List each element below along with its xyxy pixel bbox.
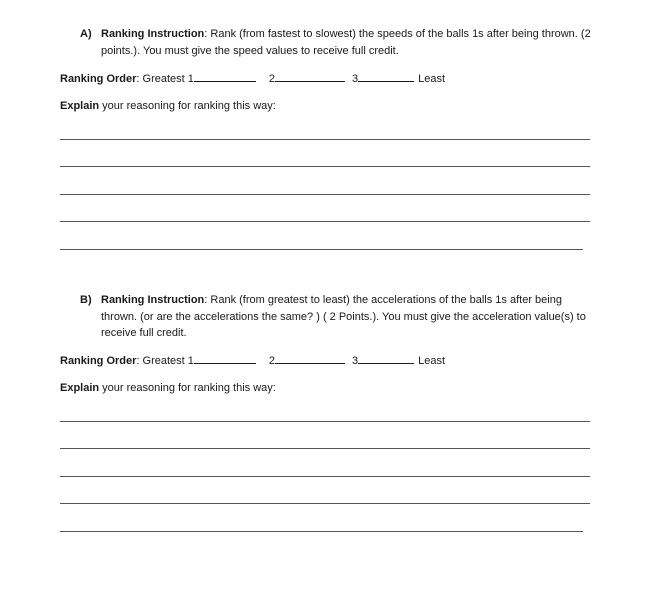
ranking-order-a-two: 2 xyxy=(268,73,276,85)
question-b-text xyxy=(101,292,600,342)
answer-line-a-1[interactable] xyxy=(60,139,590,140)
rank-b-3-blank[interactable] xyxy=(358,352,414,364)
question-a-text xyxy=(101,26,600,59)
question-b-letter: B) xyxy=(80,294,92,306)
explain-a-text: your reasoning for ranking this way: xyxy=(99,100,276,112)
explain-b-text: your reasoning for ranking this way: xyxy=(99,382,276,394)
ranking-order-b-two: 2 xyxy=(268,355,276,367)
question-a-instruction-text: : Rank (from fastest to slowest) the speeds of the balls 1s after being thrown. (2 points.). You must give the speed values to receive full credit. xyxy=(101,28,591,57)
rank-b-2-blank[interactable] xyxy=(275,352,345,364)
answer-line-b-2[interactable] xyxy=(60,448,590,449)
ranking-order-a-label: Ranking Order xyxy=(60,73,137,85)
ranking-order-b xyxy=(60,352,445,368)
ranking-order-a-three: 3 xyxy=(352,73,359,85)
explain-a-label: Explain xyxy=(60,100,100,112)
answer-line-a-3[interactable] xyxy=(60,194,590,195)
explain-b-label: Explain xyxy=(60,382,100,394)
answer-line-b-3[interactable] xyxy=(60,476,590,477)
question-b-instruction-text: : Rank (from greatest to least) the accelerations of the balls 1s after being thrown. (or are the accelerations the same? ) ( 2 Points.). You must give the acceleration value(s) to receive full credit. xyxy=(101,294,586,339)
explain-a xyxy=(60,99,276,113)
answer-line-b-1[interactable] xyxy=(60,421,590,422)
question-a-letter: A) xyxy=(80,28,92,40)
ranking-order-a-least: Least xyxy=(418,73,446,85)
rank-a-2-blank[interactable] xyxy=(275,70,345,82)
rank-a-3-blank[interactable] xyxy=(358,70,414,82)
answer-line-b-4[interactable] xyxy=(60,503,590,504)
ranking-order-a-greatest: : Greatest 1 xyxy=(136,73,194,85)
rank-a-1-blank[interactable] xyxy=(194,70,256,82)
ranking-order-a xyxy=(60,70,445,86)
explain-b xyxy=(60,381,276,395)
answer-line-a-2[interactable] xyxy=(60,166,590,167)
answer-line-a-4[interactable] xyxy=(60,221,590,222)
ranking-order-b-greatest: : Greatest 1 xyxy=(136,355,194,367)
question-a-instruction-label: Ranking Instruction xyxy=(101,28,205,40)
question-b-instruction-label: Ranking Instruction xyxy=(101,294,205,306)
ranking-order-b-label: Ranking Order xyxy=(60,355,137,367)
answer-line-b-5[interactable] xyxy=(60,531,583,532)
answer-line-a-5[interactable] xyxy=(60,249,583,250)
question-b xyxy=(80,292,600,342)
ranking-order-b-least: Least xyxy=(418,355,446,367)
ranking-order-b-three: 3 xyxy=(352,355,359,367)
question-a xyxy=(80,26,600,59)
rank-b-1-blank[interactable] xyxy=(194,352,256,364)
